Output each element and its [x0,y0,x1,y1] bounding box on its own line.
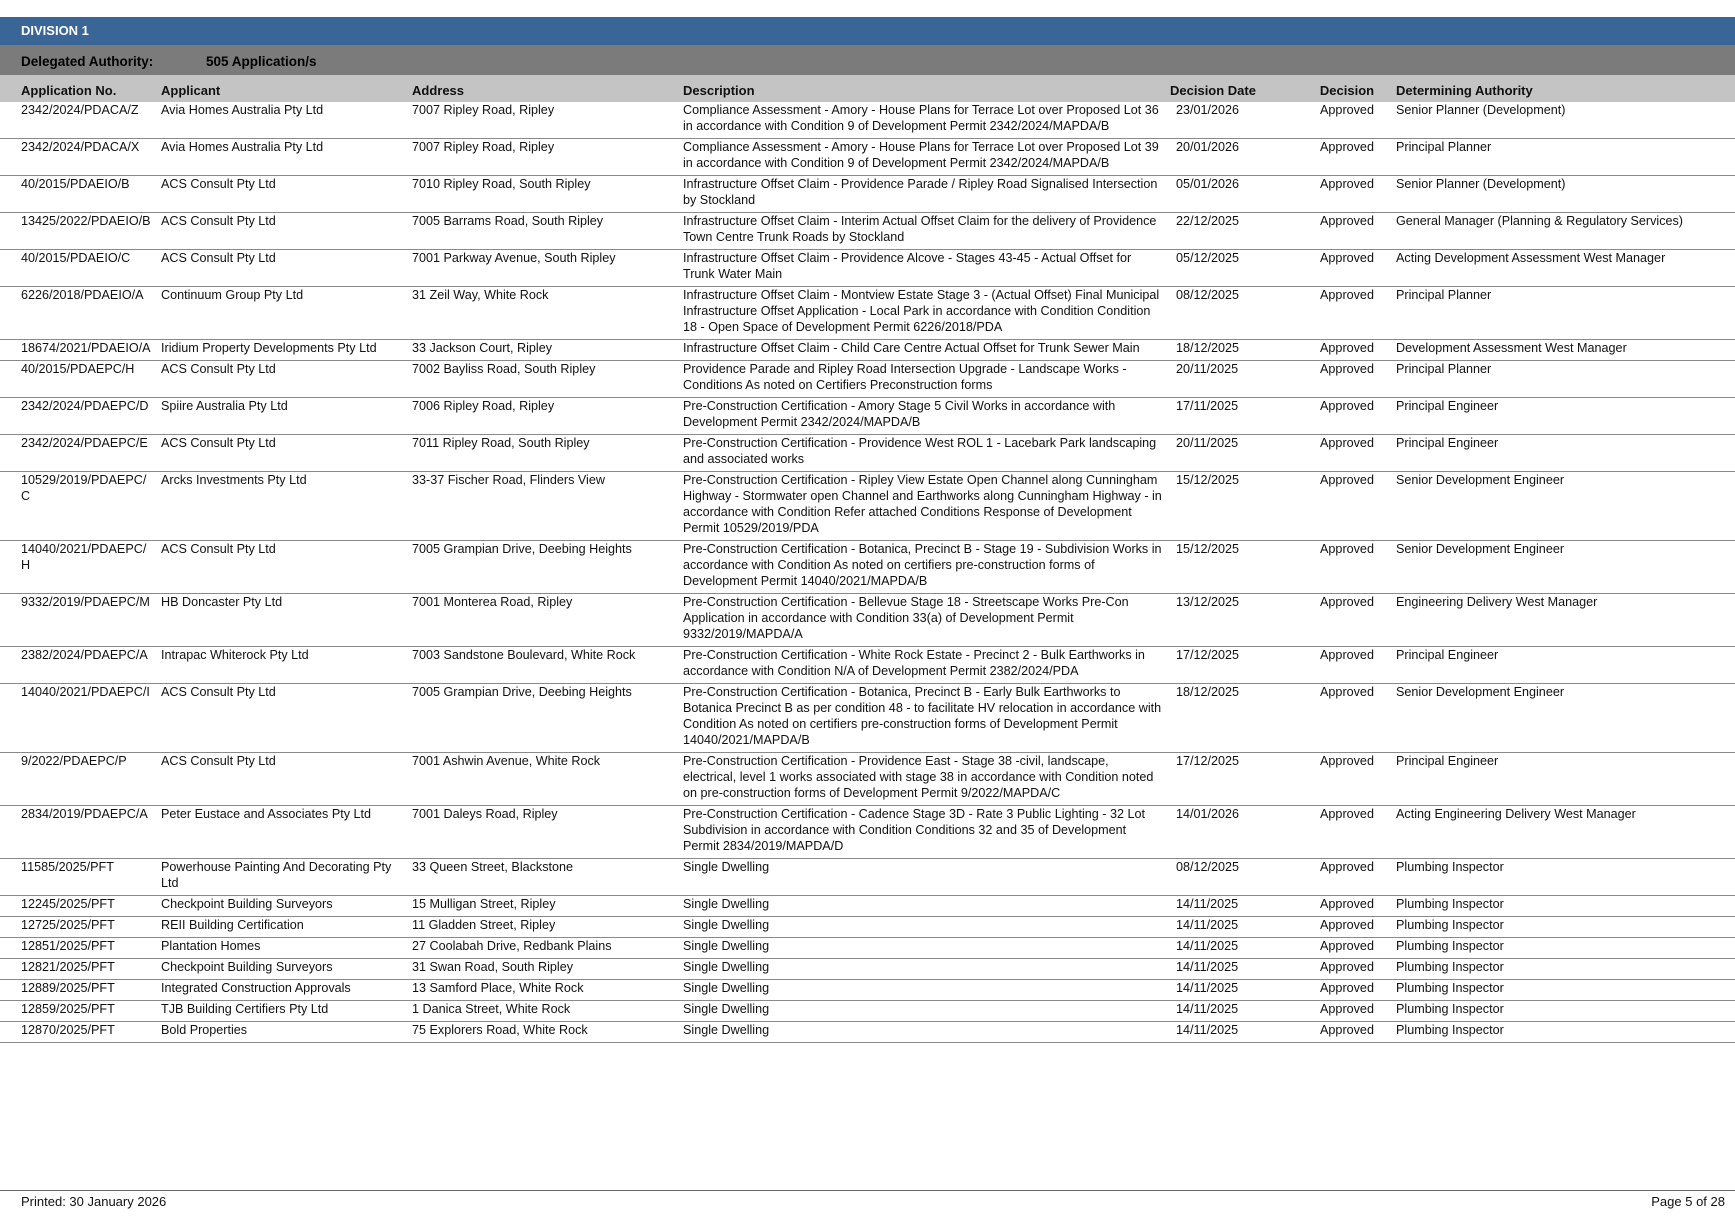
address: 33 Queen Street, Blackstone [412,859,683,896]
decision-date: 05/01/2026 [1170,176,1298,213]
description: Infrastructure Offset Claim - Montview Estate Stage 3 - (Actual Offset) Final Municipal Infrastructure Offset Application - Local Park in accordance with Condition Condition 18 - Open Space of Development Permit 6226/2018/PDA [683,287,1170,340]
address: 1 Danica Street, White Rock [412,1001,683,1022]
description: Compliance Assessment - Amory - House Plans for Terrace Lot over Proposed Lot 36 in accordance with Condition 9 of Development Permit 2342/2024/MAPDA/B [683,102,1170,139]
decision-date: 22/12/2025 [1170,213,1298,250]
col-determining-authority: Determining Authority [1396,75,1735,102]
page-number: Page 5 of 28 [1651,1194,1725,1209]
decision-date: 05/12/2025 [1170,250,1298,287]
application-number: 10529/2019/PDAEPC/C [0,472,161,541]
decision-date: 14/11/2025 [1170,938,1298,959]
application-number: 2834/2019/PDAEPC/A [0,806,161,859]
address: 7011 Ripley Road, South Ripley [412,435,683,472]
determining-authority: Plumbing Inspector [1396,859,1735,896]
description: Providence Parade and Ripley Road Intersection Upgrade - Landscape Works - Conditions As noted on Certifiers Preconstruction forms [683,361,1170,398]
decision: Approved [1298,102,1396,139]
determining-authority: Plumbing Inspector [1396,938,1735,959]
address: 31 Zeil Way, White Rock [412,287,683,340]
applicant-name: HB Doncaster Pty Ltd [161,594,412,647]
description: Pre-Construction Certification - Cadence Stage 3D - Rate 3 Public Lighting - 32 Lot Subdivision in accordance with Condition Conditions 32 and 35 of Development Permit 2834/2019/MAPDA/D [683,806,1170,859]
applicant-name: Avia Homes Australia Pty Ltd [161,139,412,176]
description: Pre-Construction Certification - Ripley View Estate Open Channel along Cunningham Highway - Stormwater open Channel and Earthworks along Cunningham Highway - in accordance with Condition Refer attached Conditions Response of Development Permit 10529/2019/PDA [683,472,1170,541]
applicant-name: Integrated Construction Approvals [161,980,412,1001]
application-number: 2342/2024/PDAEPC/D [0,398,161,435]
printed-date: Printed: 30 January 2026 [21,1194,167,1209]
table-row [0,176,1735,213]
decision-date: 20/01/2026 [1170,139,1298,176]
decision: Approved [1298,541,1396,594]
description: Single Dwelling [683,1022,1170,1043]
applicant-name: Checkpoint Building Surveyors [161,959,412,980]
decision-date: 08/12/2025 [1170,287,1298,340]
application-number: 2382/2024/PDAEPC/A [0,647,161,684]
applicant-name: Avia Homes Australia Pty Ltd [161,102,412,139]
applicant-name: ACS Consult Pty Ltd [161,176,412,213]
description: Infrastructure Offset Claim - Providence Parade / Ripley Road Signalised Intersection by Stockland [683,176,1170,213]
determining-authority: Principal Engineer [1396,647,1735,684]
decision: Approved [1298,213,1396,250]
application-number: 9332/2019/PDAEPC/M [0,594,161,647]
application-number: 2342/2024/PDACA/Z [0,102,161,139]
decision: Approved [1298,753,1396,806]
address: 7001 Ashwin Avenue, White Rock [412,753,683,806]
table-row [0,139,1735,176]
determining-authority: Plumbing Inspector [1396,917,1735,938]
table-row [0,917,1735,938]
decision-date: 14/11/2025 [1170,1001,1298,1022]
application-number: 12859/2025/PFT [0,1001,161,1022]
description: Infrastructure Offset Claim - Child Care Centre Actual Offset for Trunk Sewer Main [683,340,1170,361]
determining-authority: Senior Development Engineer [1396,472,1735,541]
decision: Approved [1298,806,1396,859]
table-row [0,594,1735,647]
determining-authority: Plumbing Inspector [1396,1001,1735,1022]
application-number: 12889/2025/PFT [0,980,161,1001]
address: 11 Gladden Street, Ripley [412,917,683,938]
determining-authority: Plumbing Inspector [1396,980,1735,1001]
applicant-name: ACS Consult Pty Ltd [161,541,412,594]
table-row [0,102,1735,139]
application-number: 18674/2021/PDAEIO/A [0,340,161,361]
decision: Approved [1298,250,1396,287]
applicant-name: Continuum Group Pty Ltd [161,287,412,340]
application-number: 12870/2025/PFT [0,1022,161,1043]
description: Pre-Construction Certification - Botanica, Precinct B - Stage 19 - Subdivision Works in accordance with Condition As noted on certifiers pre-construction forms of Development Permit 14040/2021/MAPDA/B [683,541,1170,594]
determining-authority: Acting Engineering Delivery West Manager [1396,806,1735,859]
table-row [0,684,1735,753]
delegated-authority-bar [0,45,1735,75]
applicant-name: ACS Consult Pty Ltd [161,250,412,287]
determining-authority: Principal Planner [1396,361,1735,398]
description: Pre-Construction Certification - Amory Stage 5 Civil Works in accordance with Development Permit 2342/2024/MAPDA/B [683,398,1170,435]
application-number: 2342/2024/PDAEPC/E [0,435,161,472]
description: Single Dwelling [683,938,1170,959]
table-row [0,340,1735,361]
decision-date: 20/11/2025 [1170,361,1298,398]
determining-authority: Principal Planner [1396,139,1735,176]
applicant-name: TJB Building Certifiers Pty Ltd [161,1001,412,1022]
decision: Approved [1298,959,1396,980]
decision: Approved [1298,1022,1396,1043]
decision-date: 17/11/2025 [1170,398,1298,435]
table-row [0,647,1735,684]
determining-authority: Plumbing Inspector [1396,959,1735,980]
determining-authority: Senior Planner (Development) [1396,176,1735,213]
decision-date: 17/12/2025 [1170,647,1298,684]
address: 15 Mulligan Street, Ripley [412,896,683,917]
decision-date: 15/12/2025 [1170,472,1298,541]
application-number: 2342/2024/PDACA/X [0,139,161,176]
table-row [0,398,1735,435]
col-application-no: Application No. [0,75,161,102]
applicant-name: ACS Consult Pty Ltd [161,684,412,753]
decision: Approved [1298,896,1396,917]
decision: Approved [1298,684,1396,753]
table-row [0,859,1735,896]
description: Single Dwelling [683,917,1170,938]
determining-authority: Plumbing Inspector [1396,1022,1735,1043]
applicant-name: Powerhouse Painting And Decorating Pty Ltd [161,859,412,896]
applicant-name: Peter Eustace and Associates Pty Ltd [161,806,412,859]
determining-authority: Senior Development Engineer [1396,541,1735,594]
description: Infrastructure Offset Claim - Interim Actual Offset Claim for the delivery of Providence Town Centre Trunk Roads by Stockland [683,213,1170,250]
table-row [0,250,1735,287]
application-number: 40/2015/PDAEPC/H [0,361,161,398]
decision-date: 08/12/2025 [1170,859,1298,896]
application-number: 14040/2021/PDAEPC/H [0,541,161,594]
decision-date: 17/12/2025 [1170,753,1298,806]
application-number: 12245/2025/PFT [0,896,161,917]
application-number: 40/2015/PDAEIO/B [0,176,161,213]
application-number: 12851/2025/PFT [0,938,161,959]
application-number: 6226/2018/PDAEIO/A [0,287,161,340]
table-row [0,753,1735,806]
determining-authority: Development Assessment West Manager [1396,340,1735,361]
table-row [0,959,1735,980]
applicant-name: ACS Consult Pty Ltd [161,753,412,806]
decision-date: 14/11/2025 [1170,1022,1298,1043]
decision: Approved [1298,980,1396,1001]
description: Pre-Construction Certification - Providence West ROL 1 - Lacebark Park landscaping and associated works [683,435,1170,472]
decision-date: 18/12/2025 [1170,684,1298,753]
description: Single Dwelling [683,896,1170,917]
address: 33-37 Fischer Road, Flinders View [412,472,683,541]
table-row [0,361,1735,398]
description: Single Dwelling [683,980,1170,1001]
page-footer [0,1190,1735,1211]
report-page [0,17,1735,1043]
address: 7005 Barrams Road, South Ripley [412,213,683,250]
application-number: 40/2015/PDAEIO/C [0,250,161,287]
address: 7001 Monterea Road, Ripley [412,594,683,647]
decision-date: 15/12/2025 [1170,541,1298,594]
address: 7001 Daleys Road, Ripley [412,806,683,859]
decision-date: 23/01/2026 [1170,102,1298,139]
applicant-name: Intrapac Whiterock Pty Ltd [161,647,412,684]
description: Pre-Construction Certification - Providence East - Stage 38 -civil, landscape, electrical, level 1 works associated with stage 38 in accordance with Condition noted on pre-construction forms of Development Permit 9/2022/MAPDA/C [683,753,1170,806]
decision-date: 18/12/2025 [1170,340,1298,361]
determining-authority: Acting Development Assessment West Manager [1396,250,1735,287]
address: 7003 Sandstone Boulevard, White Rock [412,647,683,684]
table-header-row [0,75,1735,102]
application-number: 13425/2022/PDAEIO/B [0,213,161,250]
col-decision-date: Decision Date [1170,75,1298,102]
address: 31 Swan Road, South Ripley [412,959,683,980]
applicant-name: Checkpoint Building Surveyors [161,896,412,917]
decision: Approved [1298,1001,1396,1022]
address: 33 Jackson Court, Ripley [412,340,683,361]
description: Pre-Construction Certification - Botanica, Precinct B - Early Bulk Earthworks to Botanica Precinct B as per condition 48 - to facilitate HV relocation in accordance with Condition As noted on certifiers pre-construction forms of Development Permit 14040/2021/MAPDA/B [683,684,1170,753]
description: Pre-Construction Certification - White Rock Estate - Precinct 2 - Bulk Earthworks in accordance with Condition N/A of Development Permit 2382/2024/PDA [683,647,1170,684]
table-row [0,1022,1735,1043]
address: 7010 Ripley Road, South Ripley [412,176,683,213]
applicant-name: Iridium Property Developments Pty Ltd [161,340,412,361]
table-row [0,980,1735,1001]
col-decision: Decision [1298,75,1396,102]
description: Pre-Construction Certification - Bellevue Stage 18 - Streetscape Works Pre-Con Application in accordance with Condition 33(a) of Development Permit 9332/2019/MAPDA/A [683,594,1170,647]
table-row [0,287,1735,340]
determining-authority: General Manager (Planning & Regulatory Services) [1396,213,1735,250]
decision: Approved [1298,472,1396,541]
col-applicant: Applicant [161,75,412,102]
table-row [0,435,1735,472]
determining-authority: Senior Development Engineer [1396,684,1735,753]
address: 7007 Ripley Road, Ripley [412,139,683,176]
table-row [0,472,1735,541]
decision: Approved [1298,361,1396,398]
address: 7002 Bayliss Road, South Ripley [412,361,683,398]
table-row [0,896,1735,917]
description: Compliance Assessment - Amory - House Plans for Terrace Lot over Proposed Lot 39 in accordance with Condition 9 of Development Permit 2342/2024/MAPDA/B [683,139,1170,176]
applicant-name: Plantation Homes [161,938,412,959]
decision: Approved [1298,859,1396,896]
col-address: Address [412,75,683,102]
description: Single Dwelling [683,1001,1170,1022]
description: Infrastructure Offset Claim - Providence Alcove - Stages 43-45 - Actual Offset for Trunk Water Main [683,250,1170,287]
determining-authority: Senior Planner (Development) [1396,102,1735,139]
determining-authority: Plumbing Inspector [1396,896,1735,917]
decision: Approved [1298,287,1396,340]
decision: Approved [1298,176,1396,213]
address: 27 Coolabah Drive, Redbank Plains [412,938,683,959]
applications-table [0,75,1735,1043]
decision: Approved [1298,340,1396,361]
table-row [0,806,1735,859]
application-number: 9/2022/PDAEPC/P [0,753,161,806]
description: Single Dwelling [683,859,1170,896]
decision-date: 14/01/2026 [1170,806,1298,859]
address: 7007 Ripley Road, Ripley [412,102,683,139]
application-number: 12725/2025/PFT [0,917,161,938]
determining-authority: Engineering Delivery West Manager [1396,594,1735,647]
decision-date: 14/11/2025 [1170,980,1298,1001]
table-row [0,213,1735,250]
decision-date: 14/11/2025 [1170,959,1298,980]
application-count: 505 Application/s [206,54,317,69]
decision: Approved [1298,435,1396,472]
applicant-name: Spiire Australia Pty Ltd [161,398,412,435]
determining-authority: Principal Planner [1396,287,1735,340]
decision-date: 13/12/2025 [1170,594,1298,647]
decision: Approved [1298,139,1396,176]
applicant-name: ACS Consult Pty Ltd [161,435,412,472]
application-number: 11585/2025/PFT [0,859,161,896]
address: 7005 Grampian Drive, Deebing Heights [412,541,683,594]
determining-authority: Principal Engineer [1396,398,1735,435]
decision: Approved [1298,594,1396,647]
decision-date: 20/11/2025 [1170,435,1298,472]
delegated-label: Delegated Authority: [21,54,154,69]
applicant-name: REII Building Certification [161,917,412,938]
decision: Approved [1298,398,1396,435]
description: Single Dwelling [683,959,1170,980]
table-row [0,938,1735,959]
decision: Approved [1298,647,1396,684]
applicant-name: Bold Properties [161,1022,412,1043]
applicant-name: ACS Consult Pty Ltd [161,213,412,250]
address: 7006 Ripley Road, Ripley [412,398,683,435]
decision: Approved [1298,938,1396,959]
determining-authority: Principal Engineer [1396,435,1735,472]
applicant-name: Arcks Investments Pty Ltd [161,472,412,541]
decision-date: 14/11/2025 [1170,917,1298,938]
application-number: 14040/2021/PDAEPC/I [0,684,161,753]
table-row [0,1001,1735,1022]
determining-authority: Principal Engineer [1396,753,1735,806]
address: 7005 Grampian Drive, Deebing Heights [412,684,683,753]
table-row [0,541,1735,594]
address: 75 Explorers Road, White Rock [412,1022,683,1043]
decision: Approved [1298,917,1396,938]
applicant-name: ACS Consult Pty Ltd [161,361,412,398]
division-header: DIVISION 1 [0,17,1735,45]
application-number: 12821/2025/PFT [0,959,161,980]
address: 7001 Parkway Avenue, South Ripley [412,250,683,287]
decision-date: 14/11/2025 [1170,896,1298,917]
col-description: Description [683,75,1170,102]
address: 13 Samford Place, White Rock [412,980,683,1001]
